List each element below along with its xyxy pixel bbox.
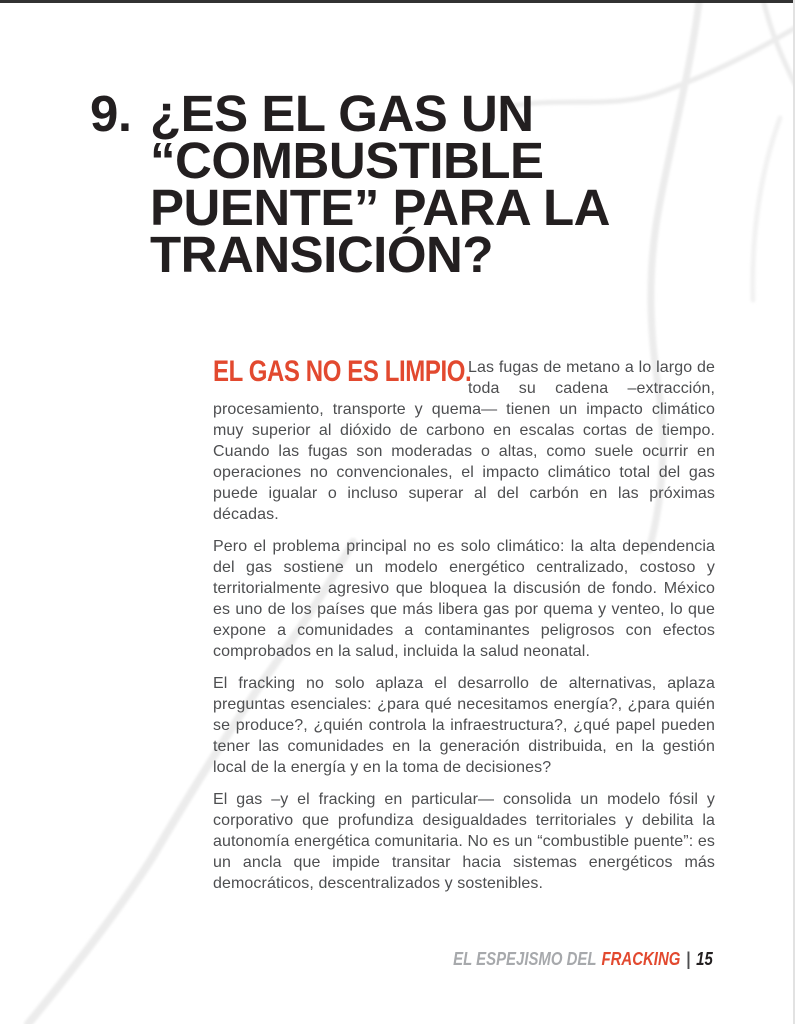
lead-label: [213, 355, 472, 388]
marble-vein-right-soft: [753, 118, 780, 300]
paragraph-3-text: El fracking no solo aplaza el desarrollo de alternativas, aplaza preguntas esenciales: ¿para qué necesitamos energía?, ¿para quién se produce?, ¿quién controla la infraestructura?, ¿qué papel pueden tener las comunidades en la generación distribuida, en la gestión local de la energía y en la toma de decisiones?: [213, 675, 715, 776]
footer-separator: |: [686, 949, 691, 969]
heading-line-2: “COMBUSTIBLE: [150, 132, 544, 189]
paragraph-2: [213, 536, 715, 662]
heading-line-1: ¿ES EL GAS UN: [150, 85, 534, 142]
section-title: [150, 85, 611, 283]
heading-line-3: PUENTE” PARA LA: [150, 179, 611, 236]
page-number: 15: [696, 949, 713, 969]
heading-line-4: TRANSICIÓN?: [150, 226, 493, 283]
lead-label-text: EL GAS NO ES LIMPIO.: [213, 355, 472, 388]
report-title-gray: EL ESPEJISMO DEL: [453, 949, 597, 969]
page-top-edge: [0, 0, 795, 3]
paragraph-1-text: Las fugas de metano a lo largo de toda su cadena –extracción, procesamiento, transporte y quema— tienen un impacto climático muy superior al dióxido de carbono en escalas cortas de tiempo. Cuando las fugas son moderadas o altas, como suele ocurrir en operaciones no convencionales, el impacto climático total del gas puede igualar o incluso superar al del carbón en las próximas décadas.: [213, 359, 715, 523]
paragraph-1: [213, 357, 715, 525]
footer-text: [453, 947, 713, 971]
paragraph-4: [213, 789, 715, 894]
section-number: 9.: [90, 85, 132, 142]
body-column: [213, 357, 715, 905]
marble-vein-corner: [762, 0, 795, 84]
section-heading: [90, 85, 611, 283]
paragraph-3: [213, 673, 715, 778]
page-footer: [400, 947, 713, 971]
paragraph-2-text: Pero el problema principal no es solo climático: la alta dependencia del gas sostiene un modelo energético centralizado, costoso y territorialmente agresivo que bloquea la discusión de fondo. México es uno de los países que más libera gas por quema y venteo, lo que expone a comunidades a contaminantes peligrosos con efectos comprobados en la salud, incluida la salud neonatal.: [213, 538, 715, 660]
paragraph-4-text: El gas –y el fracking en particular— consolida un modelo fósil y corporativo que profundiza desigualdades territoriales y debilita la autonomía energética comunitaria. No es un “combustible puente”: es un ancla que impide transitar hacia sistemas energéticos más democráticos, descentralizados y sostenibles.: [213, 791, 715, 892]
report-title-red: FRACKING: [601, 949, 681, 969]
